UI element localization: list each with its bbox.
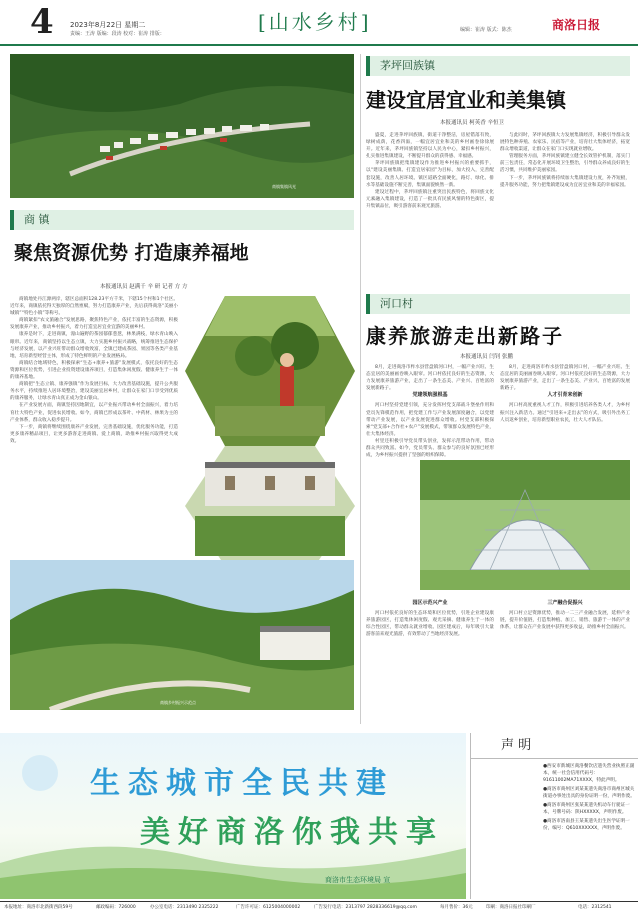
ad-signature: 商洛市生态环境局 宣 — [325, 876, 391, 884]
section-tag-hekou: 河口村 — [366, 294, 630, 314]
paragraph: 商镇结合地域特色，积极探索“生态+康养+旅游”发展模式，依托良好的生态资源和区位优势，引进企业投资建设康养项目，打造集休闲度假、健康养生于一体的康养基地。 — [10, 360, 178, 381]
footer-printer: 印刷：商洛日报社印刷厂 — [486, 905, 536, 910]
paragraph: 茅坪回族镇把集镇建设作为推进乡村振兴的重要抓手，以“建设美丽集镇、打造宜居家园”为目标，加大投入，完善配套设施，改善人居环境。镇区道路全面硬化，路灯、绿化、排水等基础设施不断完善，集镇面貌焕然一新。 — [366, 161, 494, 188]
footer-price: 每月售价：36元 — [440, 905, 473, 910]
dome-tent-photo — [420, 460, 630, 590]
footer-office: 办公室电话：2313490 2325222 — [150, 905, 219, 910]
paragraph: 商镇把“生态立镇、康养强镇”作为发展目标，大力改善基础设施，提升公共服务水平，持续推进人居环境整治，建设美丽宜居乡村，让群众在家门口享受到优质的康养服务，让绿水青山真正成为金山银山。 — [10, 382, 178, 402]
article-body-hekou-bottom-right — [500, 596, 630, 724]
orchard-farmer-image — [185, 296, 355, 446]
notice-title: 声 明 — [471, 733, 638, 759]
byline-hekou: 本报通讯员 闫钊 张鹏 — [460, 354, 513, 360]
paragraph: 与此同时，茅坪回族镇大力发展集镇经济，积极引导群众发展特色种养殖、农家乐、民宿等产业，培育壮大集体经济，拓宽群众增收渠道，让群众在家门口实现就业增收。 — [500, 133, 630, 153]
footer-address: 本报地址：商洛市北新街西段59号 — [4, 905, 73, 910]
notice-item: ●西安市新城区商洛餐饮店遗失营业执照正副本，统一社会信用代码号：91611002MA71XXXX，特此声明。 — [543, 764, 635, 783]
subheading: 党建领航强根基 — [412, 392, 448, 399]
photo-caption: 商镇乡村振兴示范点 — [160, 700, 196, 705]
newspaper-logo: 商洛日报 — [552, 18, 601, 32]
scenic-village-photo — [10, 560, 354, 710]
paragraph: 在产业发展方面，商镇坚持因地制宜，以产业振兴带动乡村全面振兴，着力培育壮大特色产业，促进农民增收。如今，商镇已形成以茶叶、中药材、林果为主的产业体系，群众收入稳步提升。 — [10, 403, 178, 423]
subheading: 人才引育来创新 — [547, 392, 583, 399]
paragraph: 8月，走进商洛市柞水县营盘镇河口村，一幅产业兴旺、生态宜居的美丽画卷映入眼帘。河口村依托良好的生态资源，大力发展康养旅游产业，走出了一条生态美、产业兴、百姓富的发展新路子。 — [500, 365, 630, 392]
paragraph: 河口村依托良好的生态环境和区位优势，引进企业建设康养旅游园区，打造集休闲度假、观光采摘、健康养生于一体的综合性园区，带动群众就业增收。园区建成后，每年吸引大量游客前来观光旅游，有效带动了当地经济发展。 — [366, 611, 494, 638]
orchard-farmer-photo — [185, 296, 355, 446]
paragraph: 管理服务方面，茅坪回族镇建立健全长效管护机制，落实门前三包责任，常态化开展环境卫生整治，引导群众养成良好的生活习惯，共同维护美丽家园。 — [500, 154, 630, 174]
paragraph: 下一步，茅坪回族镇将持续加大集镇建设力度，补齐短板，提升服务功能，努力把集镇建设成为宜居宜业和美的幸福家园。 — [500, 175, 630, 188]
article-body-maoping-right — [500, 132, 630, 280]
notice-box — [470, 733, 638, 899]
article-body-hekou-bottom-left — [366, 596, 494, 724]
scenic-village-image — [10, 560, 354, 710]
ad-slogan-line1: 生态城市全民共建 — [90, 766, 394, 801]
section-title: [山水乡村] — [258, 10, 372, 34]
notice-item: ●商洛市商州区刘某某遗失商洛市商州区城关街道办事处出具的身份证明一份，声明作废。 — [543, 787, 635, 799]
notice-item: ●商洛市商州区张某某遗失机动车行驶证一本，号牌号码：陕HXXXXX，声明作废。 — [543, 803, 630, 815]
section-tag-shangzhen: 商 镇 — [10, 210, 354, 230]
ad-slogan-line2: 美好商洛你我共享 — [140, 815, 444, 850]
dome-tent-image — [420, 460, 630, 590]
paragraph: 下一步，商镇将继续围绕康养产业发展，完善基础设施，优化服务功能，打造更多康养精品项目，让更多游客走进商镇、爱上商镇，助推乡村振兴取得更大成效。 — [10, 424, 178, 444]
byline-maoping: 本报通讯员 柯英香 辛恒卫 — [440, 120, 504, 126]
issue-date: 2023年8月22日 星期二 — [70, 21, 146, 29]
editors-left: 责编：王涛 版编：段涛 校对：崔涛 排版： — [70, 31, 165, 37]
article-body-maoping-left — [366, 132, 494, 280]
aerial-town-image — [10, 54, 354, 198]
paragraph: 盛夏，走进茅坪回族镇，街道干净整洁，房屋错落有致，绿树成荫，花香四溢，一幅宜居宜业和美的乡村画卷徐徐展开。近年来，茅坪回族镇坚持以人民为中心，紧扣乡村振兴，扎实推进集镇建设，不断提升群众的获得感、幸福感。 — [366, 133, 494, 160]
paragraph: 河口村立足资源优势，推动一二三产业融合发展，延伸产业链，提升价值链，打造集种植、加工、销售、旅游于一体的产业体系，让群众在产业发展中获得更多收益，助推乡村全面振兴。 — [500, 611, 630, 631]
subheading: 三产融合促振兴 — [547, 600, 583, 606]
subheading: 园区示范兴产业 — [412, 600, 448, 606]
paragraph: 河口村高度重视人才工作，积极引进培养各类人才，为乡村振兴注入新活力。通过“引进来+走出去”的方式，吸引外出务工人员返乡创业，培育新型职业农民，壮大人才队伍。 — [500, 403, 630, 423]
section-tag-maoping: 茅坪回族镇 — [366, 56, 630, 76]
footer-contact: 电话：2312541 — [578, 905, 612, 910]
footer-ad-license: 广告许可证：6125004000002 — [236, 905, 301, 910]
courtyard-photo — [185, 446, 355, 566]
page-number: 4 — [30, 2, 54, 42]
paragraph: 8月，走进商洛市柞水县营盘镇河口村，一幅产业兴旺、生态宜居的美丽画卷映入眼帘。河口村依托良好的生态资源，大力发展康养旅游产业，走出了一条生态美、产业兴、百姓富的发展新路子。 — [366, 365, 494, 392]
headline-hekou: 康养旅游走出新路子 — [366, 324, 564, 348]
column-divider — [360, 54, 361, 724]
paragraph: 河口村坚持党建引领，充分发挥村党支部战斗堡垒作用和党员先锋模范作用，把党建工作与产业发展深度融合，以党建带动产业发展，以产业发展促进群众增收。村党支部积极探索“党支部+合作社+农户”发展模式，带领群众发展特色产业，壮大集体经济。 — [366, 403, 494, 437]
page-footer — [0, 901, 638, 913]
paragraph: 村里还积极引导党员带头创业，发挥示范带动作用，带动群众共同致富。如今，党员带头、群众参与的良好氛围已经形成，为乡村振兴提供了坚强的组织保障。 — [366, 438, 494, 459]
footer-postcode: 邮政编码：726000 — [96, 905, 136, 910]
paragraph: 商镇地处丹江源两岸，辖区总面积128.23平方千米，下辖15个村和1个社区。近年来，商镇依托得天独厚的自然禀赋，努力打造康养产业，先后获得商洛“美丽小城镇”“特色小镇”等称号。 — [10, 297, 178, 317]
editors-right: 编辑：崔涛 版式：陈杰 — [460, 27, 512, 33]
footer-ad-phone: 广告发行电话：2313797 2828336619@qq.com — [314, 905, 417, 910]
headline-shangzhen: 聚焦资源优势 打造康养福地 — [14, 242, 249, 264]
paragraph: 建设过程中，茅坪回族镇注重突出民族特色，将回族文化元素融入集镇建设，打造了一批具有民族风情的特色街区，提升集镇品位，吸引游客前来观光旅游。 — [366, 189, 494, 209]
byline-shangzhen: 本报通讯员 赵满千 辛 研 记者 方 方 — [100, 284, 188, 290]
paragraph: 康养是时下，走进商镇，漫山遍野的茶园郁郁葱葱，林果满枝，绿水青山映入眼帘。近年来，商镇坚持以生态立镇，大力实施乡村振兴战略，统筹推进生态保护与经济发展，以产业兴旺带动群众增收致富，全镇已建成茶园、果园等各类产业基地，培育新型经营主体，形成了特色鲜明的产业发展格局。 — [10, 332, 178, 359]
notice-item: ●商洛市洛南县王某某遗失出生医学证明一份，编号：Q610XXXXXX，声明作废。 — [543, 819, 630, 831]
photo-caption: 商镇集镇风光 — [272, 184, 296, 189]
public-service-ad — [0, 733, 466, 899]
courtyard-image — [185, 446, 355, 566]
headline-maoping: 建设宜居宜业和美集镇 — [366, 88, 566, 112]
notice-items — [543, 763, 635, 834]
paragraph: 商镇紧扣“农文旅融合”发展思路，聚焦特色产业，依托丰富的生态资源，积极发展康养产业，推动乡村振兴，着力打造宜居宜业宜游的美丽乡村。 — [10, 318, 178, 331]
page-header — [0, 0, 638, 46]
aerial-town-photo — [10, 54, 354, 198]
